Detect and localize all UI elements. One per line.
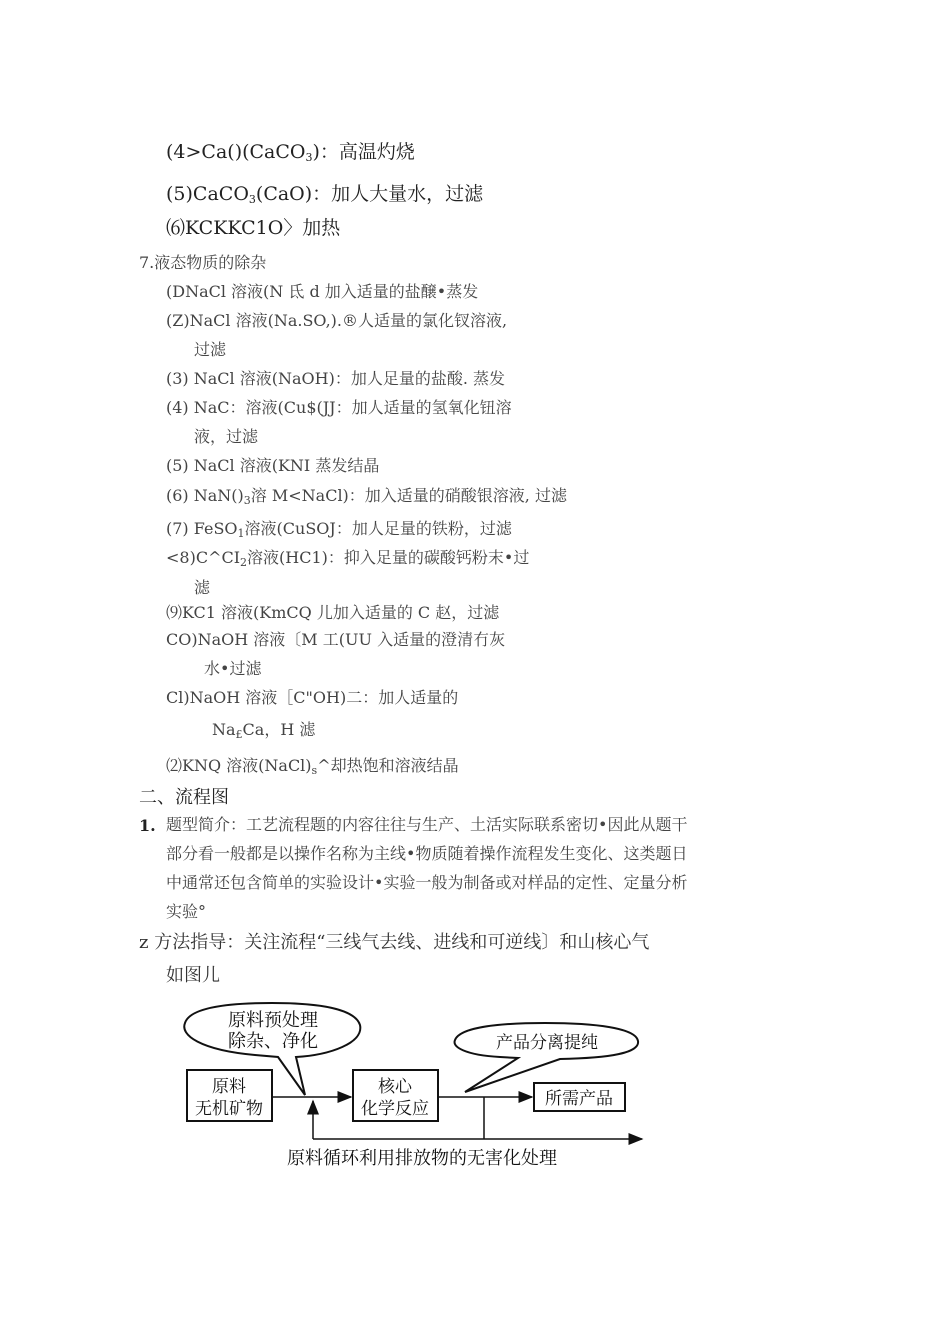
paragraph-1: 题型简介：工艺流程题的内容往往与生产、土活实际联系密切•因此从题干部分看一般都是以操作名称为主线•物质随着操作流程发生变化、这类题日中通常还包含简单的实验设计•实验一般为制备或对样品的定性、定量分析实验° <box>166 815 688 921</box>
bubble-separation-label: 产品分离提纯 <box>496 1033 598 1053</box>
raw-material-line2: 无机矿物 <box>195 1099 263 1119</box>
liquid-item-11-cont <box>212 720 315 741</box>
flow-caption: 原料循环利用排放物的无害化处理 <box>287 1148 557 1169</box>
liquid-item-11-cont-text: Na <box>212 720 236 739</box>
liquid-item-7-method: 溶液(CuSOJ：加人足量的铁粉，过滤 <box>244 519 512 538</box>
liquid-item-8-subscript: 2 <box>240 556 248 569</box>
raw-material-line1: 原料 <box>212 1077 246 1097</box>
item-6: ⑹KCKKC1O〉加热 <box>166 217 341 239</box>
paragraph-1-number: 1. <box>139 816 156 835</box>
liquid-item-1: (DNaCl 溶液(N 氐 d 加入适量的盐醸•蒸发 <box>166 282 479 301</box>
liquid-item-7 <box>166 519 512 540</box>
liquid-item-4-cont: 液，过滤 <box>194 427 259 446</box>
item-5-text: (5)CaCO <box>166 183 249 205</box>
liquid-item-8-cont: 滤 <box>194 578 211 597</box>
liquid-item-7-text: (7) FeSO <box>166 519 238 538</box>
item-5-method: (CaO)：加人大量水，过滤 <box>255 183 484 205</box>
bubble-pretreatment-line2: 除杂、净化 <box>228 1031 318 1052</box>
bubble-pretreatment-line1: 原料预处理 <box>228 1010 318 1031</box>
product-label: 所需产品 <box>545 1089 613 1109</box>
liquid-item-8 <box>166 548 529 569</box>
liquid-item-12-method: ^却热饱和溶液结晶 <box>317 756 459 775</box>
liquid-heading: 7.液态物质的除杂 <box>139 253 267 272</box>
liquid-item-2-cont: 过滤 <box>194 340 227 359</box>
liquid-item-6-subscript: 3 <box>243 494 251 507</box>
liquid-item-11-method: Ca，H 滤 <box>242 720 316 739</box>
liquid-item-12 <box>166 756 459 777</box>
flow-diagram <box>0 995 950 1195</box>
liquid-item-6 <box>166 486 567 507</box>
item-5-subscript: 3 <box>248 193 256 206</box>
liquid-item-4: (4) NaC：溶液(Cu$(JJ：加人适量的氢氧化钮溶 <box>166 398 512 417</box>
liquid-item-12-text: ⑵KNQ 溶液(NaCl) <box>166 756 312 775</box>
item-4-method: )：高温灼烧 <box>312 141 415 163</box>
paragraph-2-line-2: 如图儿 <box>166 965 220 986</box>
liquid-item-11: Cl)NaOH 溶液［C"OH)二：加人适量的 <box>166 688 459 707</box>
liquid-item-11-subscript: £ <box>235 728 243 741</box>
liquid-item-3: (3) NaCl 溶液(NaOH)：加人足量的盐酸. 蒸发 <box>166 369 506 388</box>
liquid-item-8-method: 溶液(HC1)：抑入足量的碳酸钙粉末•过 <box>247 548 530 567</box>
liquid-item-7-subscript: 1 <box>237 527 245 540</box>
item-4 <box>166 141 415 164</box>
liquid-item-2: (Z)NaCl 溶液(Na.SO,).®人适量的氯化钗溶液, <box>166 311 508 330</box>
item-4-text: (4>Ca()(CaCO <box>166 141 306 163</box>
liquid-item-5: (5) NaCl 溶液(KNI 蒸发结晶 <box>166 456 380 475</box>
item-5 <box>166 183 483 206</box>
item-4-subscript: 3 <box>305 151 313 164</box>
liquid-item-10-cont: 水•过滤 <box>204 659 262 678</box>
liquid-item-9: ⑼KC1 溶液(KmCQ 儿加入适量的 C 赵，过滤 <box>166 603 500 622</box>
liquid-item-6-text: (6) NaN() <box>166 486 244 505</box>
core-reaction-line2: 化学反应 <box>361 1099 429 1119</box>
liquid-item-8-text: <8)C^CI <box>166 548 241 567</box>
liquid-item-10: CO)NaOH 溶液〔M 工(UU 入适量的澄清冇灰 <box>166 630 506 649</box>
section-heading: 二、流程图 <box>139 787 229 808</box>
liquid-item-6-method: 溶 M<NaCl)：加入适量的硝酸银溶液, 过滤 <box>250 486 567 505</box>
liquid-item-12-subscript: s <box>311 764 318 777</box>
paragraph-2-line-1: z 方法指导：关注流程“三线气去线、进线和可逆线〕和山核心气 <box>139 932 650 953</box>
core-reaction-line1: 核心 <box>378 1077 412 1097</box>
